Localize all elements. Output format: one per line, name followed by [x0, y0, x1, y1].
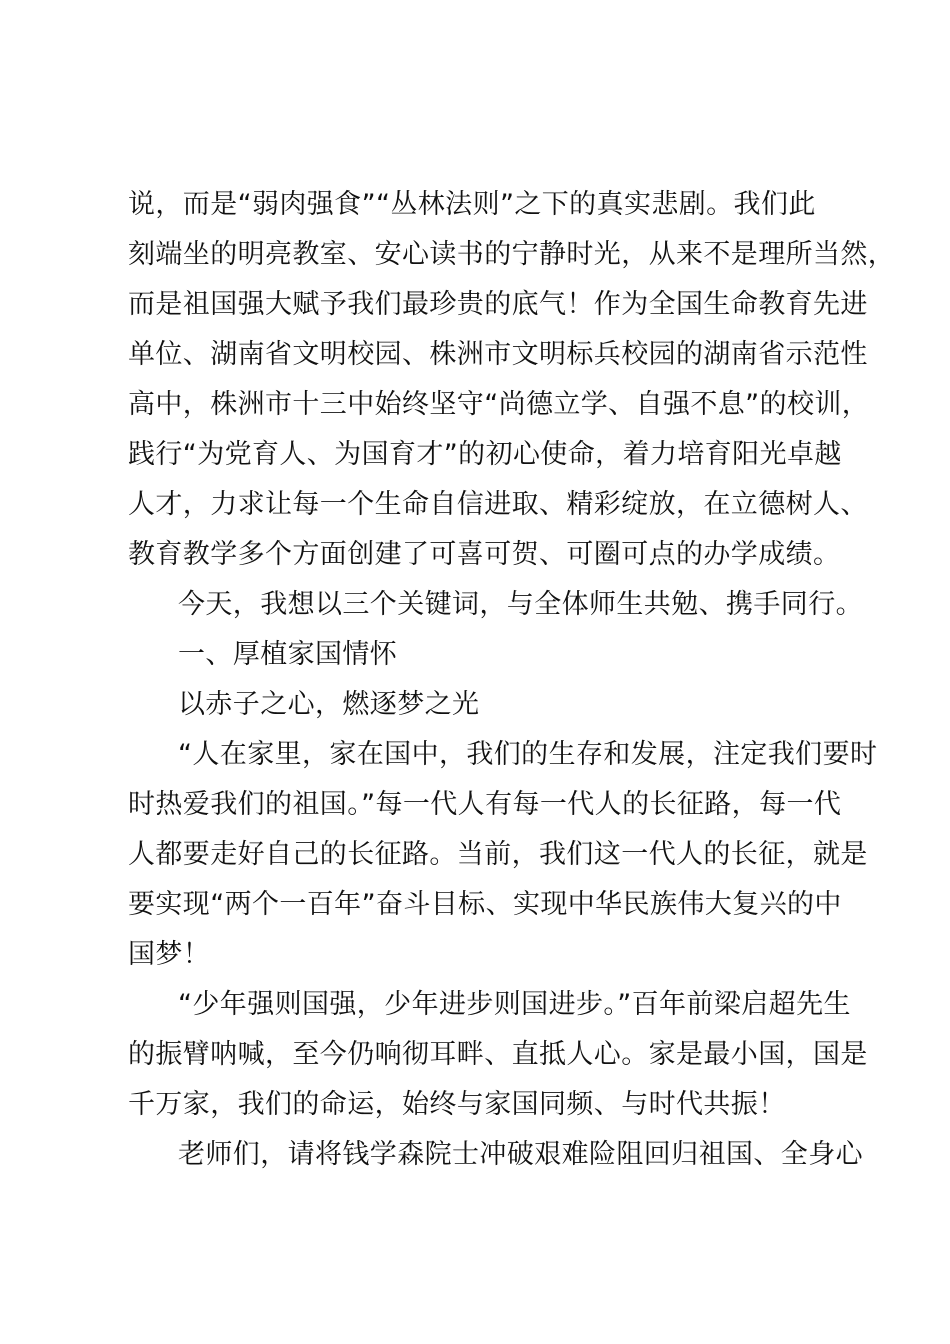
paragraph-line: “人在家里，家在国中，我们的生存和发展，注定我们要时 [178, 739, 878, 770]
document-body [128, 180, 896, 1180]
text-line: 单位、湖南省文明校园、株洲市文明标兵校园的湖南省示范性 [128, 339, 868, 370]
section-subheading: 以赤子之心，燃逐梦之光 [178, 689, 480, 720]
text-line: 时热爱我们的祖国。”每一代人有每一代人的长征路，每一代 [128, 789, 842, 820]
text-line: 国梦！ [128, 939, 211, 970]
text-line: 的振臂呐喊，至今仍响彻耳畔、直抵人心。家是最小国，国是 [128, 1039, 868, 1070]
text-line: 要实现“两个一百年”奋斗目标、实现中华民族伟大复兴的中 [128, 889, 842, 920]
paragraph-line: “少年强则国强，少年进步则国进步。”百年前梁启超先生 [178, 989, 851, 1020]
section-heading: 一、厚植家国情怀 [178, 639, 398, 670]
text-line: 教育教学多个方面创建了可喜可贺、可圈可点的办学成绩。 [128, 539, 841, 570]
paragraph-line: 老师们，请将钱学森院士冲破艰难险阻回归祖国、全身心 [178, 1139, 863, 1170]
text-line: 高中，株洲市十三中始终坚守“尚德立学、自强不息”的校训， [128, 389, 870, 420]
text-line: 刻端坐的明亮教室、安心读书的宁静时光，从来不是理所当然， [128, 239, 896, 270]
text-line: 说，而是“弱肉强食”“丛林法则”之下的真实悲剧。我们此 [128, 189, 816, 220]
paragraph-line: 今天，我想以三个关键词，与全体师生共勉、携手同行。 [178, 589, 863, 620]
text-line: 人才，力求让每一个生命自信进取、精彩绽放，在立德树人、 [128, 489, 868, 520]
text-line: 人都要走好自己的长征路。当前，我们这一代人的长征，就是 [128, 839, 868, 870]
text-line: 而是祖国强大赋予我们最珍贵的底气！作为全国生命教育先进 [128, 289, 868, 320]
text-line: 践行“为党育人、为国育才”的初心使命，着力培育阳光卓越 [128, 439, 842, 470]
text-line: 千万家，我们的命运，始终与家国同频、与时代共振！ [128, 1089, 786, 1120]
